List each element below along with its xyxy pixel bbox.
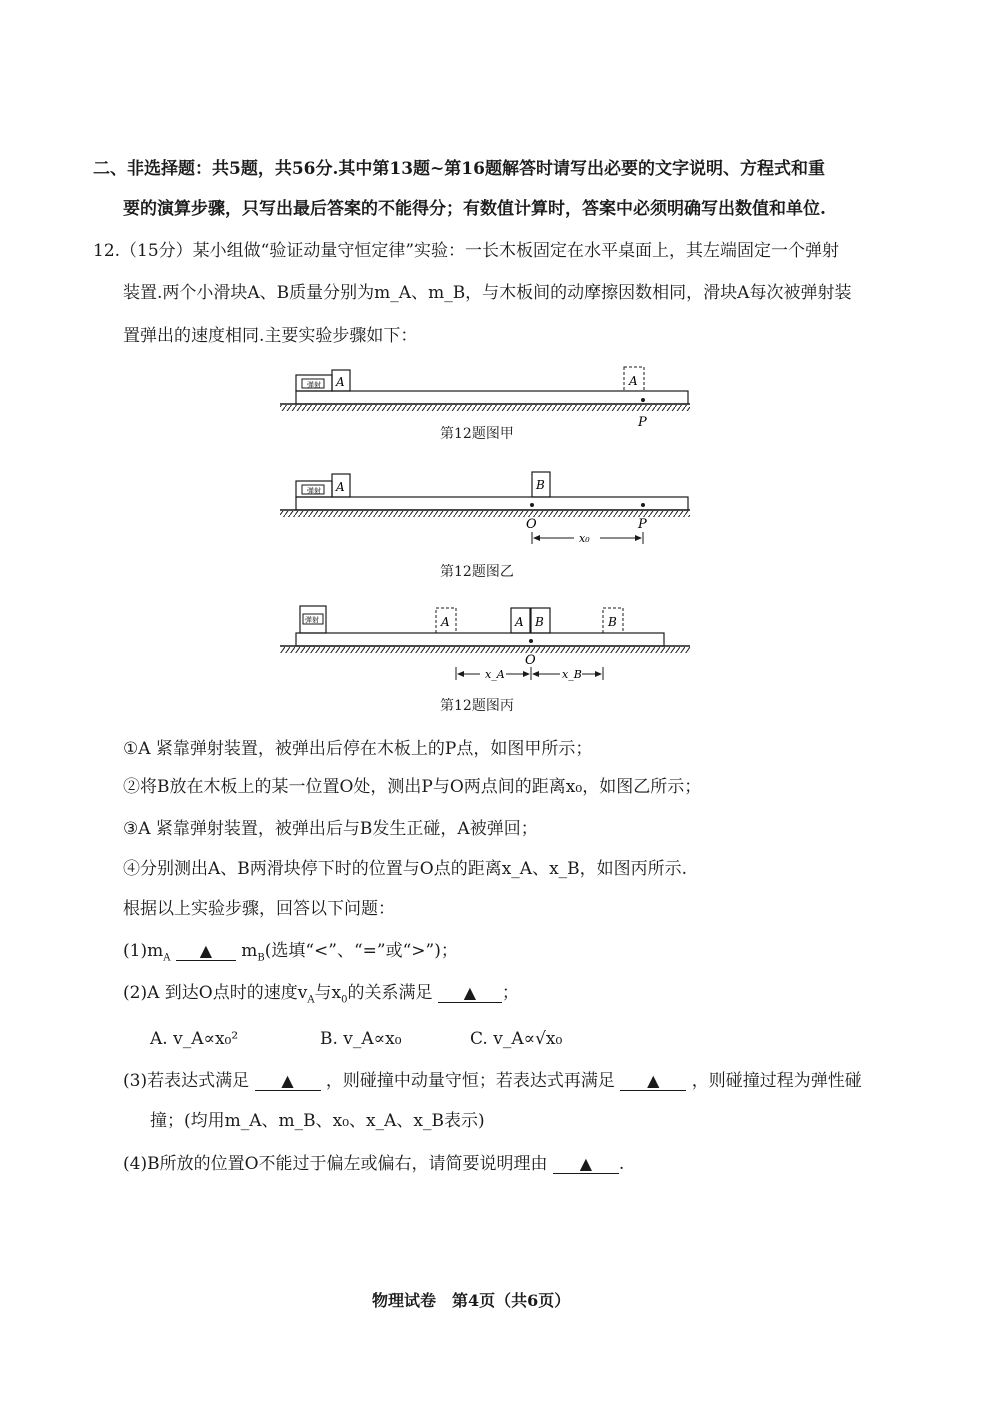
block-b-label: B (535, 615, 544, 629)
block-a-label: A (336, 480, 345, 494)
launcher-label: 弹射 (307, 487, 321, 495)
answer-blank-3b[interactable]: ▲ (620, 1072, 686, 1091)
step-4: ④分别测出A、B两滑块停下时的位置与O点的距离x_A、x_B，如图丙所示. (123, 859, 688, 879)
subquestion-2: (2)A 到达O点时的速度$v_A$与$x_0$的关系满足 ▲ ； (123, 983, 519, 1006)
subquestion-4: (4)B所放的位置O不能过于偏左或偏右，请简要说明理由 ▲ . (123, 1154, 625, 1174)
step-2: ②将B放在木板上的某一位置O处，测出P与O两点间的距离x₀，如图乙所示； (123, 777, 702, 797)
launcher-label: 弹射 (305, 616, 319, 624)
answer-blank-1[interactable]: ▲ (176, 942, 236, 961)
caption-yi: 第12题图乙 (440, 564, 514, 580)
answer-blank-2[interactable]: ▲ (438, 984, 502, 1003)
block-b-label: B (536, 478, 545, 492)
point-p-label: P (638, 517, 647, 532)
figure-jia (270, 358, 700, 430)
steps-intro: 根据以上实验步骤，回答以下问题： (123, 899, 395, 919)
point-p (641, 503, 645, 507)
question-line3: 置弹出的速度相同.主要实验步骤如下： (123, 326, 418, 346)
caption-jia: 第12题图甲 (440, 426, 514, 442)
subquestion-1: $(1)m_A$ ▲ $m_B$(选填“<”、“=”或“>”)； (123, 941, 458, 964)
point-o (530, 503, 534, 507)
subquestion-3-line1: (3)若表达式满足 ▲ ，则碰撞中动量守恒；若表达式再满足 ▲ ，则碰撞过程为弹性碰 (123, 1071, 862, 1091)
launcher-icon (296, 375, 332, 391)
block-a-final-label: A (629, 374, 638, 388)
point-o (529, 639, 533, 643)
block-a-label: A (515, 615, 524, 629)
question-line1: 12.（15分）某小组做“验证动量守恒定律”实验：一长木板固定在水平桌面上，其左端固定一个弹射 (93, 241, 840, 261)
launcher-label: 弹射 (307, 381, 321, 389)
section-header-line1: 二、非选择题：共5题，共56分.其中第13题~第16题解答时请写出必要的文字说明、方程式和重 (93, 159, 825, 179)
step-1: ①A 紧靠弹射装置，被弹出后停在木板上的P点，如图甲所示； (123, 739, 593, 759)
section-header-line2: 要的演算步骤，只写出最后答案的不能得分；有数值计算时，答案中必须明确写出数值和单位. (123, 199, 826, 219)
block-a-final-label: A (441, 615, 450, 629)
figure-bing (270, 598, 700, 688)
answer-blank-4[interactable]: ▲ (553, 1155, 619, 1174)
question-line2: 装置.两个小滑块A、B质量分别为m_A、m_B，与木板间的动摩擦因数相同，滑块A每次被弹射装 (123, 283, 852, 303)
option-b[interactable]: B. v_A∝x₀ (320, 1029, 402, 1049)
point-o-label: O (526, 517, 537, 532)
distance-xa-label: x_A (485, 668, 505, 681)
answer-blank-3a[interactable]: ▲ (255, 1072, 321, 1091)
point-p-label: P (638, 415, 647, 430)
option-a[interactable]: A. v_A∝x₀² (150, 1029, 239, 1049)
distance-x0-label: x₀ (579, 532, 590, 545)
caption-bing: 第12题图丙 (440, 698, 514, 714)
block-b-final-label: B (608, 615, 617, 629)
step-3: ③A 紧靠弹射装置，被弹出后与B发生正碰，A被弹回； (123, 819, 538, 839)
point-p (641, 398, 645, 402)
page-footer: 物理试卷 第4页（共6页） (372, 1291, 571, 1310)
option-c[interactable]: C. v_A∝√x₀ (470, 1029, 563, 1049)
subquestion-3-line2: 撞；(均用m_A、m_B、x₀、x_A、x_B表示) (150, 1111, 485, 1131)
block-a-label: A (336, 375, 345, 389)
figure-yi (270, 466, 700, 548)
launcher-icon (300, 606, 326, 633)
distance-xb-label: x_B (562, 668, 582, 681)
launcher-icon (296, 481, 332, 497)
point-o-label: O (525, 653, 536, 668)
